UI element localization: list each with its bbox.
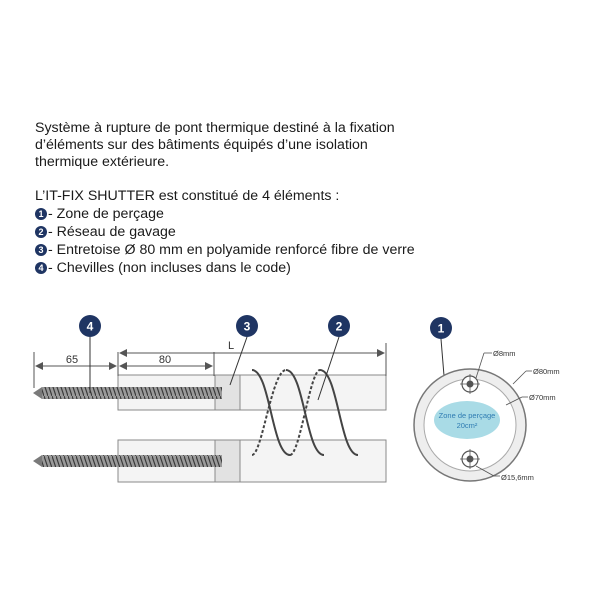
drilling-zone xyxy=(434,401,500,439)
number-badge: 2 xyxy=(35,226,47,238)
component-label: - Chevilles (non incluses dans le code) xyxy=(48,259,291,276)
dimension-65: 65 xyxy=(65,354,79,366)
callout-number: 1 xyxy=(437,321,445,336)
screw-top xyxy=(33,387,222,399)
number-badge: 4 xyxy=(35,262,47,274)
drilling-zone-label: Zone de perçage xyxy=(438,411,496,420)
callout-1 xyxy=(430,317,452,339)
component-label: - Réseau de gavage xyxy=(48,223,176,240)
callout-2 xyxy=(328,315,350,337)
drilling-zone-area: 20cm² xyxy=(456,421,478,430)
composition-title: L’IT-FIX SHUTTER est constitué de 4 éléments : xyxy=(35,188,340,204)
description-line-3: thermique extérieure. xyxy=(35,154,170,170)
component-item-2 xyxy=(35,223,575,241)
description-block xyxy=(35,120,575,277)
hole-diameter-label: Ø8mm xyxy=(493,349,516,358)
screw-bottom xyxy=(33,455,222,467)
component-item-4 xyxy=(35,259,575,277)
description-line-2: d’éléments sur des bâtiments équipés d’une isolation xyxy=(35,137,368,153)
dimension-80: 80 xyxy=(158,354,172,366)
hole-spacing-label: Ø15,6mm xyxy=(501,473,534,482)
number-badge: 3 xyxy=(35,244,47,256)
component-list xyxy=(35,205,575,277)
description-line-1: Système à rupture de pont thermique destiné à la fixation xyxy=(35,120,395,136)
callout-4 xyxy=(79,315,101,337)
callout-number: 2 xyxy=(335,319,343,334)
end-view xyxy=(414,349,560,482)
technical-drawing xyxy=(0,300,600,520)
component-item-3 xyxy=(35,241,575,259)
component-item-1 xyxy=(35,205,575,223)
component-label: - Entretoise Ø 80 mm en polyamide renforcé fibre de verre xyxy=(48,241,415,258)
number-badge: 1 xyxy=(35,208,47,220)
callout-number: 3 xyxy=(243,319,251,334)
spacer xyxy=(35,171,575,188)
outer-diameter-label: Ø80mm xyxy=(533,367,560,376)
inner-diameter-label: Ø70mm xyxy=(529,393,556,402)
dimension-L: L xyxy=(227,340,235,352)
callout-number: 4 xyxy=(86,319,94,334)
component-label: - Zone de perçage xyxy=(48,205,164,222)
callout-3 xyxy=(236,315,258,337)
